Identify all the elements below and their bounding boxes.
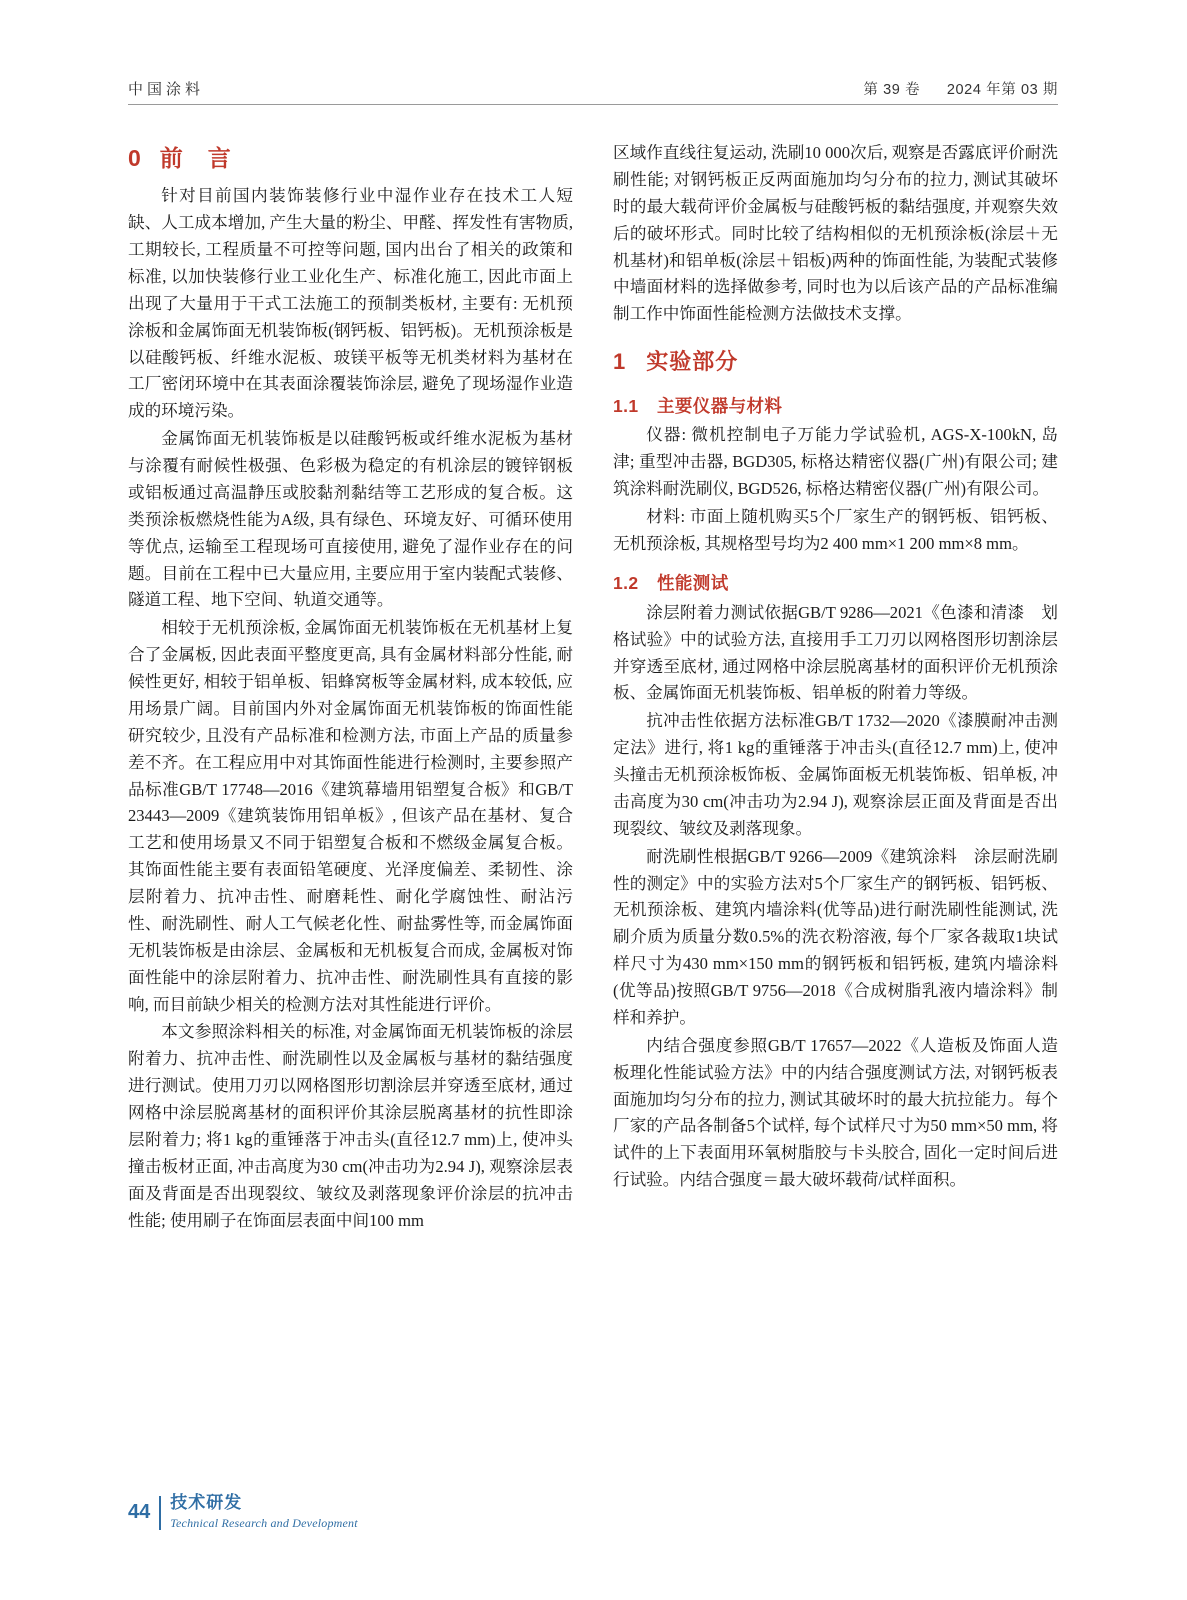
- left-column: [128, 140, 573, 1440]
- running-head: [128, 78, 1058, 99]
- page-footer: [128, 1493, 358, 1532]
- journal-name: 中国涂料: [128, 81, 205, 98]
- issue-info: [863, 78, 1058, 99]
- paragraph: 耐洗刷性根据GB/T 9266—2009《建筑涂料 涂层耐洗刷性的测定》中的实验方法对5个厂家生产的钢钙板、铝钙板、无机预涂板、建筑内墙涂料(优等品)进行耐洗刷性能测试, 洗刷介质为质量分数0.5%的洗衣粉溶液, 每个厂家各裁取1块试样尺寸为430 mm×150 mm的钢钙板和铝钙板, 建筑内墙涂料(优等品)按照GB/T 9756—2018《合成树脂乳液内墙涂料》制样和养护。: [613, 846, 1058, 1027]
- paragraph: 仪器: 微机控制电子万能力学试验机, AGS-X-100kN, 岛津; 重型冲击器, BGD305, 标格达精密仪器(广州)有限公司; 建筑涂料耐洗刷仪, BGD526, 标格达精密仪器(广州)有限公司。: [613, 425, 1058, 498]
- subsection-title-1-1: 主要仪器与材料: [657, 395, 783, 416]
- paragraph: 抗冲击性依据方法标准GB/T 1732—2020《漆膜耐冲击测定法》进行, 将1 kg的重锤落于冲击头(直径12.7 mm)上, 使冲头撞击无机预涂板饰板、金属饰面板无机装饰板、铝单板, 冲击高度为30 cm(冲击功为2.94 J), 观察涂层正面及背面是否出现裂纹、皱纹及剥落现象。: [613, 711, 1058, 838]
- footer-section-en: Technical Research and Development: [170, 1515, 358, 1530]
- footer-divider: [159, 1496, 161, 1530]
- paragraph: 材料: 市面上随机购买5个厂家生产的钢钙板、铝钙板、无机预涂板, 其规格型号均为2 400 mm×1 200 mm×8 mm。: [613, 506, 1058, 553]
- section-number-1: 1: [613, 349, 627, 375]
- subsection-heading-1-1: [613, 392, 1058, 420]
- section-title-1: 实验部分: [646, 349, 739, 375]
- two-column-body: [128, 140, 1058, 1440]
- subsection-title-1-2: 性能测试: [657, 573, 729, 594]
- paragraph: 针对目前国内装饰装修行业中湿作业存在技术工人短缺、人工成本增加, 产生大量的粉尘、甲醛、挥发性有害物质, 工期较长, 工程质量不可控等问题, 国内出台了相关的政策和标准, 以加快装修行业工业化生产、标准化施工, 因此市面上出现了大量用于干式工法施工的预制类板材, 主要有: 无机预涂板和金属饰面无机装饰板(钢钙板、铝钙板)。无机预涂板是以硅酸钙板、纤维水泥板、玻镁平板等无机类材料为基材在工厂密闭环境中在其表面涂覆装饰涂层, 避免了现场湿作业造成的环境污染。: [128, 186, 573, 421]
- paragraph-continued: 区域作直线往复运动, 洗刷10 000次后, 观察是否露底评价耐洗刷性能; 对钢钙板正反两面施加均匀分布的拉力, 测试其破坏时的最大载荷评价金属板与硅酸钙板的黏结强度, 并观察失效后的破坏形式。同时比较了结构相似的无机预涂板(涂层＋无机基材)和铝单板(涂层＋铝板)两种的饰面性能, 为装配式装修中墙面材料的选择做参考, 同时也为以后该产品的产品标准编制工作中饰面性能检测方法做技术支撑。: [613, 143, 1058, 324]
- subsection-heading-1-2: [613, 569, 1058, 597]
- paragraph: 相较于无机预涂板, 金属饰面无机装饰板在无机基材上复合了金属板, 因此表面平整度更高, 具有金属材料部分性能, 耐候性更好, 相较于铝单板、铝蜂窝板等金属材料, 成本较低, 应用场景广阔。目前国内外对金属饰面无机装饰板的饰面性能研究较少, 且没有产品标准和检测方法, 市面上产品的质量参差不齐。在工程应用中对其饰面性能进行检测时, 主要参照产品标准GB/T 17748—2016《建筑幕墙用铝塑复合板》和GB/T 23443—2009《建筑装饰用铝单板》, 但该产品在基材、复合工艺和使用场景又不同于铝塑复合板和不燃级金属复合板。其饰面性能主要有表面铅笔硬度、光泽度偏差、柔韧性、涂层附着力、抗冲击性、耐磨耗性、耐化学腐蚀性、耐沾污性、耐洗刷性、耐人工气候老化性、耐盐雾性等, 而金属饰面无机装饰板是由涂层、金属板和无机板复合而成, 金属板对饰面性能中的涂层附着力、抗冲击性、耐洗刷性具有直接的影响, 而目前缺少相关的检测方法对其性能进行评价。: [128, 618, 573, 1014]
- subsection-number-1-1: 1.1: [613, 395, 639, 416]
- header-divider: [128, 104, 1058, 105]
- paragraph: 金属饰面无机装饰板是以硅酸钙板或纤维水泥板为基材与涂覆有耐候性极强、色彩极为稳定的有机涂层的镀锌钢板或铝板通过高温静压或胶黏剂黏结等工艺形成的复合板。这类预涂板燃烧性能为A级, 具有绿色、环境友好、可循环使用等优点, 运输至工程现场可直接使用, 避免了湿作业存在的问题。目前在工程中已大量应用, 主要应用于室内装配式装修、隧道工程、地下空间、轨道交通等。: [128, 429, 573, 610]
- issue-label: 2024 年第 03 期: [946, 82, 1058, 98]
- right-column: [613, 140, 1058, 1440]
- section-heading-0: [128, 140, 573, 177]
- paragraph: 内结合强度参照GB/T 17657—2022《人造板及饰面人造板理化性能试验方法》中的内结合强度测试方法, 对钢钙板表面施加均匀分布的拉力, 测试其破坏时的最大抗拉能力。每个厂家的产品各制备5个试样, 每个试样尺寸为50 mm×50 mm, 将试件的上下表面用环氧树脂胶与卡头胶合, 固化一定时间后进行试验。内结合强度＝最大破坏载荷/试样面积。: [613, 1035, 1058, 1190]
- page-number: 44: [128, 1501, 151, 1524]
- section-number-0: 0: [128, 145, 142, 171]
- volume-label: 第 39 卷: [863, 82, 921, 98]
- footer-section-cn: 技术研发: [170, 1493, 243, 1513]
- subsection-number-1-2: 1.2: [613, 573, 639, 594]
- section-title-0: 前 言: [159, 145, 232, 171]
- paragraph: 本文参照涂料相关的标准, 对金属饰面无机装饰板的涂层附着力、抗冲击性、耐洗刷性以及金属板与基材的黏结强度进行测试。使用刀刃以网格图形切割涂层并穿透至底材, 通过网格中涂层脱离基材的面积评价其涂层脱离基材的抗性即涂层附着力; 将1 kg的重锤落于冲击头(直径12.7 mm)上, 使冲头撞击板材正面, 冲击高度为30 cm(冲击功为2.94 J), 观察涂层表面及背面是否出现裂纹、皱纹及剥落现象评价涂层的抗冲击性能; 使用刷子在饰面层表面中间100 mm: [128, 1022, 573, 1230]
- section-heading-1: [613, 344, 1058, 380]
- paragraph: 涂层附着力测试依据GB/T 9286—2021《色漆和清漆 划格试验》中的试验方法, 直接用手工刀刃以网格图形切割涂层并穿透至底材, 通过网格中涂层脱离基材的面积评价无机预涂板、金属饰面无机装饰板、铝单板的附着力等级。: [613, 602, 1058, 703]
- footer-section: [170, 1493, 358, 1532]
